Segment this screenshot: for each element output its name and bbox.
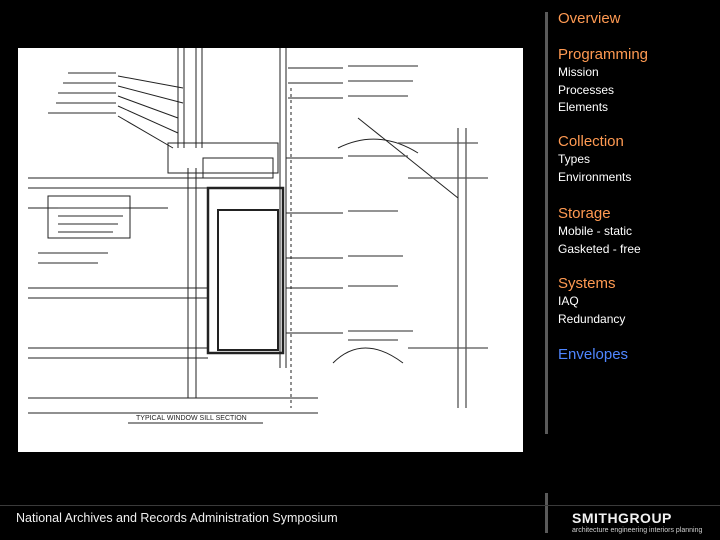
nav-section-systems[interactable]: Systems	[558, 275, 616, 292]
nav-item-mission[interactable]: Mission	[558, 65, 599, 79]
nav-section-overview[interactable]: Overview	[558, 10, 621, 27]
nav-section-envelopes[interactable]: Envelopes	[558, 346, 629, 363]
nav-item-elements[interactable]: Elements	[558, 100, 609, 114]
nav-item-redundancy[interactable]: Redundancy	[558, 311, 626, 326]
nav-item-gasketed-free[interactable]: Gasketed - free	[558, 241, 641, 256]
window-sill-section-drawing	[18, 48, 523, 452]
smithgroup-logo	[572, 510, 712, 538]
nav-section-programming[interactable]: Programming	[558, 46, 649, 63]
nav-item-iaq[interactable]: IAQ	[558, 294, 579, 308]
footer-divider	[545, 493, 548, 533]
nav-section-collection[interactable]: Collection	[558, 133, 624, 150]
footer-rule	[0, 505, 720, 506]
symposium-title: National Archives and Records Administration Symposium	[16, 511, 338, 525]
logo-name: SMITHGROUP	[572, 510, 672, 526]
nav-item-mobile-static[interactable]: Mobile - static	[558, 224, 633, 238]
drawing-caption: TYPICAL WINDOW SILL SECTION	[136, 415, 247, 422]
nav-item-processes[interactable]: Processes	[558, 82, 615, 97]
drawing-svg	[18, 48, 523, 452]
vertical-divider	[545, 12, 548, 434]
logo-tagline: architecture engineering interiors planning	[572, 527, 703, 534]
nav-item-types[interactable]: Types	[558, 152, 591, 166]
nav-item-environments[interactable]: Environments	[558, 169, 632, 184]
nav-section-storage[interactable]: Storage	[558, 205, 611, 222]
